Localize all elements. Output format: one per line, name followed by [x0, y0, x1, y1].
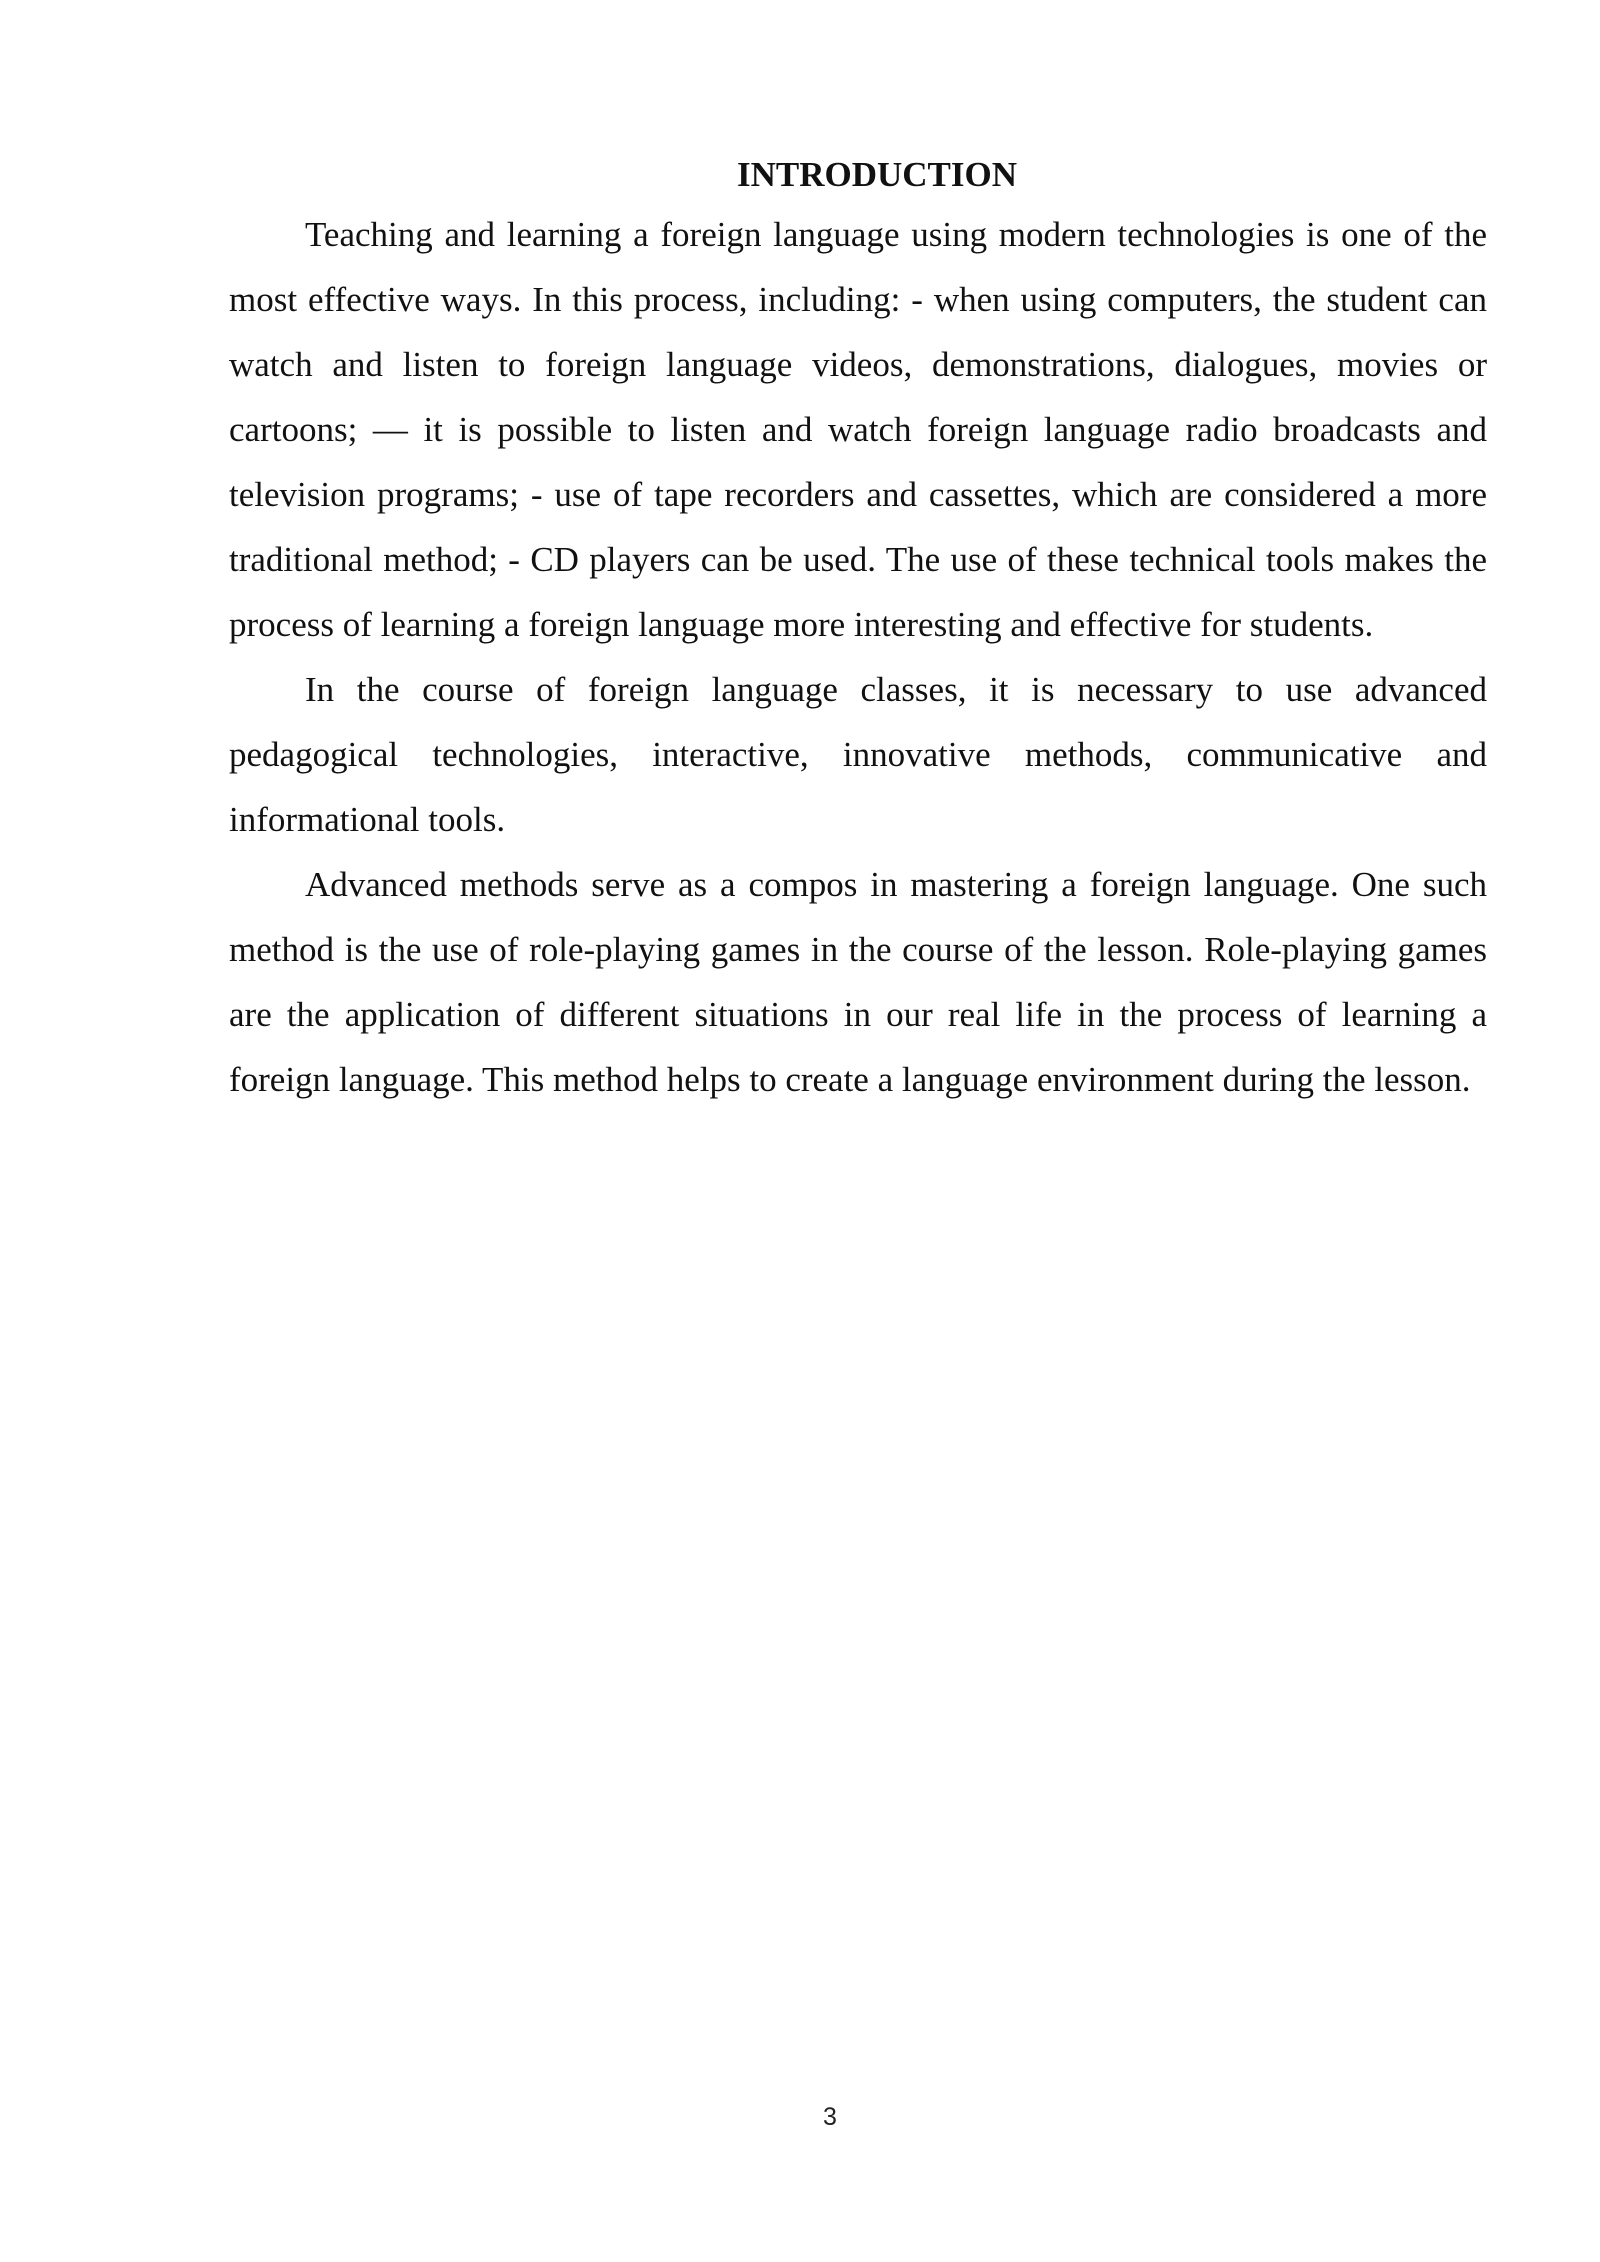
document-body	[229, 148, 1487, 1112]
paragraph-1: Teaching and learning a foreign language using modern technologies is one of the most effective ways. In this process, including: - when using computers, the student can watch and listen to foreign language videos, demonstrations, dialogues, movies or cartoons; — it is possible to listen and watch foreign language radio broadcasts and television programs; - use of tape recorders and cassettes, which are considered a more traditional method; - CD players can be used. The use of these technical tools makes the process of learning a foreign language more interesting and effective for students.	[229, 215, 1487, 644]
paragraph-2: In the course of foreign language classes, it is necessary to use advanced pedagogical technologies, interactive, innovative methods, communicative and informational tools.	[229, 670, 1487, 839]
section-title: INTRODUCTION	[736, 155, 1018, 194]
paragraph-3: Advanced methods serve as a compos in mastering a foreign language. One such method is the use of role-playing games in the course of the lesson. Role-playing games are the application of different situations in our real life in the process of learning a foreign language. This method helps to create a language environment during the lesson.	[229, 865, 1487, 1099]
page-number: 3	[823, 2103, 837, 2131]
